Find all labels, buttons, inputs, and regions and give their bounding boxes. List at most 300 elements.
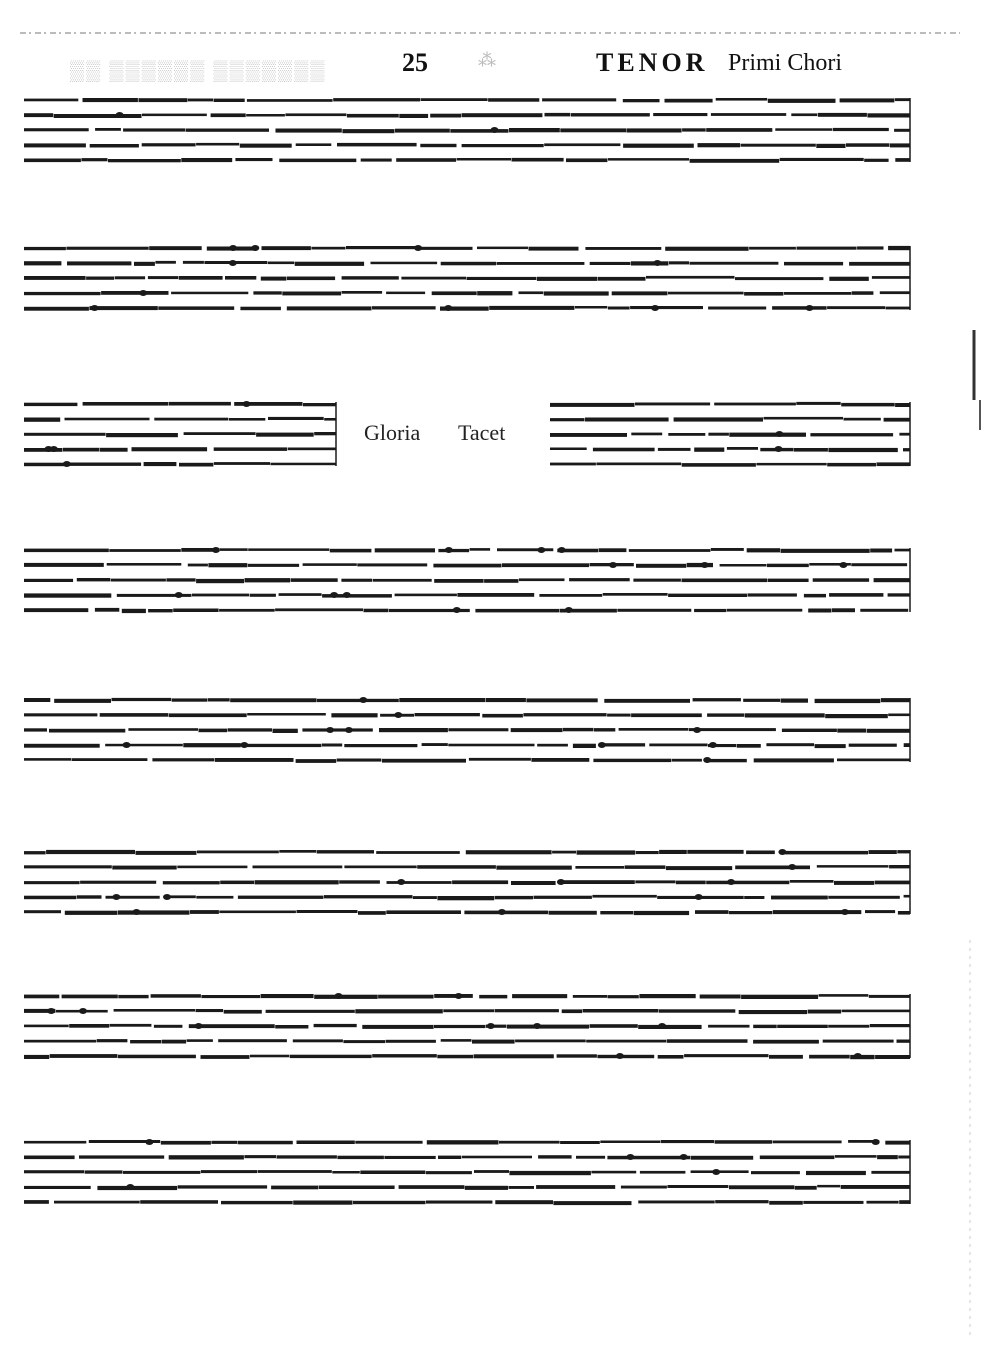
staff-line-segment <box>585 418 669 422</box>
staff-line-segment <box>872 276 910 279</box>
staff-line-segment <box>888 714 910 717</box>
staff-line-segment <box>667 1039 748 1043</box>
staff-line-segment <box>636 564 686 568</box>
staff-line-segment <box>687 850 743 854</box>
staff-line-segment <box>794 448 828 452</box>
staff-line-segment <box>874 578 910 582</box>
staff-line-segment <box>716 98 768 101</box>
staff-line-segment <box>674 417 763 421</box>
staff-line-segment <box>760 1156 835 1160</box>
staff-line-segment <box>880 291 910 294</box>
staff-line-segment <box>711 113 786 116</box>
staff-line-segment <box>136 851 197 855</box>
staff-line-segment <box>148 276 178 279</box>
staff-line-segment <box>215 758 294 762</box>
staff-line-segment <box>727 447 758 450</box>
staff-line-segment <box>457 158 511 161</box>
staff-line-segment <box>149 246 202 250</box>
staff-line-segment <box>67 261 131 265</box>
staff-line-segment <box>621 1186 667 1189</box>
staff-line-segment <box>550 433 627 437</box>
staff-line-segment <box>549 911 597 915</box>
staff-line-segment <box>262 246 311 250</box>
staff-line-segment <box>296 759 337 763</box>
staff-line-segment <box>379 728 448 732</box>
staff-line-segment <box>604 699 690 703</box>
staff-line-segment <box>586 1040 666 1043</box>
staff-line-segment <box>591 1171 636 1174</box>
staff-line-segment <box>693 698 741 701</box>
staff-line-segment <box>560 1141 600 1144</box>
staff-line-segment <box>201 1170 257 1173</box>
staff-line-segment <box>797 247 857 250</box>
staff-line-segment <box>24 1200 49 1204</box>
staff-line-segment <box>539 594 602 597</box>
staff-line-segment <box>867 729 910 733</box>
staff-line-segment <box>823 1040 894 1043</box>
note-mark <box>50 446 58 452</box>
staff-line-segment <box>118 1055 196 1059</box>
staff-line-segment <box>24 292 101 295</box>
note-mark <box>709 742 717 748</box>
staff-line-segment <box>181 158 232 162</box>
staff-line-segment <box>100 448 128 452</box>
staff-line-segment <box>840 98 895 102</box>
note-mark <box>394 712 402 718</box>
choir-label: Primi Chori <box>728 50 843 76</box>
staff-line-segment <box>895 158 910 162</box>
staff-line-segment <box>867 113 910 117</box>
staff-line-segment <box>24 744 100 748</box>
staff-line-segment <box>495 1009 559 1012</box>
staff-line-segment <box>24 159 81 163</box>
staff-line-segment <box>889 865 910 868</box>
staff-line-segment <box>563 728 594 731</box>
staff-line-segment <box>342 129 394 133</box>
staff-line-segment <box>511 881 556 885</box>
staff-line-segment <box>420 144 456 147</box>
staff-line-segment <box>183 743 241 747</box>
staff-line-segment <box>275 608 363 611</box>
staff-line-segment <box>784 292 851 295</box>
note-mark <box>727 879 735 885</box>
staff-line-segment <box>68 463 142 466</box>
staff-line-segment <box>273 729 298 733</box>
staff-line-segment <box>617 609 691 612</box>
staff-line-segment <box>796 402 840 405</box>
staff-line-segment <box>769 1055 803 1059</box>
note-mark <box>839 562 847 568</box>
staff-line-segment <box>437 896 494 900</box>
staff-line-segment <box>829 593 883 597</box>
staff-line-segment <box>881 698 910 702</box>
staff-line-segment <box>24 579 73 582</box>
staff-line-segment <box>499 1141 560 1144</box>
staff-line-segment <box>24 1186 91 1189</box>
staff-line-segment <box>694 448 724 452</box>
staff-line-segment <box>378 995 434 999</box>
staff-line-segment <box>668 292 744 295</box>
gloria-label: Gloria <box>364 420 421 445</box>
staff-line-segment <box>122 609 146 613</box>
staff-line-segment <box>867 1201 899 1204</box>
staff-line-segment <box>633 579 681 582</box>
staff-line-segment <box>214 99 245 102</box>
faint-bleedthrough-header: ▒▒ ▒▒▒▒▒▒ ▒▒▒▒▒▒▒ <box>70 60 327 82</box>
staff-line-segment <box>24 276 86 280</box>
staff-line-segment <box>888 593 910 596</box>
staff-line-segment <box>600 911 633 914</box>
staff-line-segment <box>623 144 694 148</box>
staff-line-segment <box>808 609 831 613</box>
staff-line-segment <box>357 563 427 566</box>
staff-line-segment <box>148 609 173 612</box>
staff-line-segment <box>877 462 911 466</box>
staff-line-segment <box>247 99 333 102</box>
staff-line-segment <box>115 276 145 279</box>
staff-line-segment <box>690 159 780 163</box>
staff-line-segment <box>550 403 635 407</box>
staff-line-segment <box>666 866 732 870</box>
staff-line-segment <box>279 593 322 596</box>
staff-line-segment <box>417 865 496 869</box>
faint-mark: ⁂ <box>478 50 496 70</box>
staff-line-segment <box>837 729 866 733</box>
staff-line-segment <box>426 1201 492 1204</box>
staff-line-segment <box>190 910 219 914</box>
staff-line-segment <box>744 292 783 296</box>
staff-line-segment <box>727 609 802 612</box>
note-mark <box>775 446 783 452</box>
staff-line-segment <box>24 851 46 854</box>
note-mark <box>557 879 565 885</box>
staff-line-segment <box>24 698 50 702</box>
staff-line-segment <box>608 307 630 310</box>
staff-line-segment <box>114 1009 196 1012</box>
staff-line-segment <box>482 714 523 718</box>
staff-line-segment <box>364 609 389 613</box>
staff-line-segment <box>771 896 828 900</box>
staff-line-segment <box>54 114 142 118</box>
staff-line-segment <box>488 98 539 102</box>
staff-line-segment <box>240 144 292 148</box>
staff-line-segment <box>768 579 809 582</box>
staff-line-segment <box>179 276 223 280</box>
staff-line-segment <box>592 895 656 898</box>
staff-line-segment <box>772 306 827 310</box>
staff-line-segment <box>708 1025 749 1028</box>
staff-line-segment <box>462 113 543 117</box>
staff-line-segment <box>450 129 508 133</box>
staff-line-segment <box>764 417 844 420</box>
staff-line-segment <box>245 578 291 582</box>
staff-line-segment <box>118 910 190 914</box>
staff-line-segment <box>557 1054 597 1057</box>
staff-line-segment <box>849 262 910 266</box>
staff-line-segment <box>575 306 607 309</box>
staff-line-segment <box>869 850 897 854</box>
staff-line-segment <box>268 262 295 265</box>
staff-line-segment <box>661 1140 714 1143</box>
staff-line-segment <box>869 995 910 998</box>
staff-line-segment <box>303 403 336 406</box>
staff-line-segment <box>711 548 744 551</box>
staff-line-segment <box>128 728 198 731</box>
staff-line-segment <box>24 247 66 250</box>
staff-line-segment <box>49 729 125 733</box>
staff-line-segment <box>895 98 910 101</box>
staff-line-segment <box>187 1039 213 1042</box>
staff-line-segment <box>519 578 565 581</box>
staff-line-segment <box>346 246 419 249</box>
note-mark <box>133 909 141 915</box>
staff-line-segment <box>434 994 473 998</box>
staff-line-segment <box>668 433 705 436</box>
staff-line-segment <box>311 247 345 250</box>
staff-line-segment <box>653 113 707 116</box>
staff-line-segment <box>477 291 512 295</box>
staff-line-segment <box>253 866 343 869</box>
staff-line-segment <box>817 1185 840 1188</box>
staff-line-segment <box>898 911 910 915</box>
staff-line-segment <box>782 729 837 732</box>
staff-line-segment <box>682 463 756 467</box>
staff-line-segment <box>253 291 281 294</box>
staff-line-segment <box>371 262 438 265</box>
staff-line-segment <box>767 564 809 567</box>
staff-line-segment <box>169 713 247 717</box>
note-mark <box>626 1154 634 1160</box>
staff-line-segment <box>433 564 501 568</box>
staff-line-segment <box>24 113 53 117</box>
note-mark <box>91 305 99 311</box>
staff-line-segment <box>24 1170 84 1173</box>
staff-line-segment <box>293 1201 352 1205</box>
staff-system <box>24 245 910 311</box>
staff-line-segment <box>706 128 772 132</box>
staff-line-segment <box>90 144 139 148</box>
staff-line-segment <box>169 1155 244 1159</box>
staff-line-segment <box>240 307 281 311</box>
staff-line-segment <box>550 448 587 451</box>
staff-line-segment <box>341 579 372 582</box>
staff-line-segment <box>590 262 631 265</box>
staff-line-segment <box>100 713 169 717</box>
note-mark <box>703 757 711 763</box>
staff-line-segment <box>659 1009 735 1012</box>
staff-line-segment <box>314 995 378 999</box>
note-mark <box>116 112 124 118</box>
staff-line-segment <box>355 1009 443 1013</box>
staff-line-segment <box>169 402 231 406</box>
staff-line-segment <box>625 865 666 869</box>
staff-line-segment <box>199 729 228 733</box>
note-mark <box>872 1139 880 1145</box>
staff-line-segment <box>552 851 576 854</box>
staff-line-segment <box>24 1156 75 1160</box>
staff-line-segment <box>293 1039 343 1042</box>
staff-line-segment <box>62 995 118 999</box>
staff-line-segment <box>277 1155 337 1158</box>
note-mark <box>445 547 453 553</box>
staff-line-segment <box>747 548 780 552</box>
staff-line-segment <box>50 1054 118 1058</box>
staff-line-segment <box>155 261 176 264</box>
note-mark <box>598 742 606 748</box>
note-mark <box>229 245 237 251</box>
staff-line-segment <box>347 114 399 118</box>
staff-line-segment <box>511 728 563 732</box>
staff-line-segment <box>496 866 571 870</box>
staff-line-segment <box>684 1054 768 1057</box>
staff-line-segment <box>695 910 729 914</box>
staff-line-segment <box>897 850 910 853</box>
staff-line-segment <box>86 277 114 280</box>
note-mark <box>695 894 703 900</box>
note-mark <box>335 993 343 999</box>
note-mark <box>565 607 573 613</box>
staff-line-segment <box>583 1009 659 1013</box>
staff-line-segment <box>399 114 428 118</box>
staff-line-segment <box>188 99 213 102</box>
staff-line-segment <box>895 403 910 407</box>
staff-line-segment <box>443 1009 494 1012</box>
staff-system <box>24 98 910 163</box>
staff-line-segment <box>24 433 106 436</box>
staff-line-segment <box>386 910 461 914</box>
staff-line-segment <box>201 1055 250 1059</box>
staff-line-segment <box>562 1009 582 1013</box>
staff-line-segment <box>422 743 448 746</box>
staff-line-segment <box>161 1141 211 1145</box>
staff-line-segment <box>472 1040 515 1044</box>
staff-line-segment <box>317 699 399 702</box>
staff-line-segment <box>183 261 204 264</box>
staff-line-segment <box>749 247 796 250</box>
staff-line-segment <box>743 699 780 702</box>
staff-line-segment <box>220 881 254 885</box>
staff-line-segment <box>285 113 346 116</box>
staff-line-segment <box>317 850 374 853</box>
staff-line-segment <box>112 698 172 701</box>
staff-line-segment <box>631 433 662 436</box>
staff-line-segment <box>152 758 214 761</box>
note-mark <box>397 879 405 885</box>
staff-line-segment <box>864 159 888 162</box>
staff-line-segment <box>665 247 748 251</box>
note-mark <box>229 260 237 266</box>
staff-line-segment <box>700 995 741 999</box>
staff-line-segment <box>537 744 568 747</box>
note-mark <box>609 562 617 568</box>
staff-line-segment <box>97 1039 128 1042</box>
staff-line-segment <box>835 1155 877 1158</box>
staff-line-segment <box>24 1141 86 1144</box>
staff-line-segment <box>297 910 358 913</box>
staff-line-segment <box>63 448 100 452</box>
staff-line-segment <box>162 1040 186 1044</box>
note-mark <box>212 547 220 553</box>
staff-line-segment <box>342 276 399 279</box>
staff-line-segment <box>288 448 336 451</box>
staff-line-segment <box>817 865 889 868</box>
staff-line-segment <box>469 758 531 761</box>
staff-line-segment <box>571 113 650 116</box>
staff-line-segment <box>188 564 208 567</box>
staff-line-segment <box>376 851 460 854</box>
staff-line-segment <box>560 128 626 132</box>
note-mark <box>251 245 259 251</box>
staff-line-segment <box>244 1155 276 1158</box>
staff-line-segment <box>465 1186 508 1190</box>
staff-line-segment <box>735 866 810 870</box>
staff-line-segment <box>629 549 711 552</box>
staff-line-segment <box>24 593 111 597</box>
staff-line-segment <box>509 128 560 132</box>
staff-line-segment <box>631 713 702 717</box>
staff-line-segment <box>756 463 826 466</box>
staff-line-segment <box>608 995 639 998</box>
note-mark <box>47 1008 55 1014</box>
note-mark <box>345 727 353 733</box>
staff-line-segment <box>803 1201 863 1204</box>
staff-line-segment <box>139 98 188 102</box>
staff-line-segment <box>904 895 910 898</box>
staff-line-segment <box>118 995 148 998</box>
staff-line-segment <box>302 728 372 731</box>
staff-line-segment <box>842 1010 910 1013</box>
staff-line-segment <box>314 432 336 435</box>
staff-line-segment <box>886 307 910 310</box>
staff-line-segment <box>65 911 118 915</box>
staff-line-segment <box>24 403 77 406</box>
staff-line-segment <box>297 1141 355 1145</box>
staff-line-segment <box>857 246 883 249</box>
staff-line-segment <box>495 896 533 899</box>
staff-line-segment <box>852 291 874 295</box>
staff-line-segment <box>607 1156 690 1160</box>
note-mark <box>414 245 422 251</box>
staff-line-segment <box>813 578 869 582</box>
staff-line-segment <box>851 563 907 566</box>
staff-line-segment <box>626 128 681 132</box>
staff-line-segment <box>599 548 627 552</box>
staff-line-segment <box>708 307 766 310</box>
staff-line-segment <box>295 262 364 266</box>
staff-line-segment <box>464 911 548 915</box>
staff-line-segment <box>235 158 272 161</box>
staff-line-segment <box>279 850 316 853</box>
staff-line-segment <box>171 292 248 295</box>
staff-line-segment <box>566 158 607 162</box>
note-mark <box>841 909 849 915</box>
staff-line-segment <box>537 277 597 281</box>
staff-line-segment <box>77 895 102 898</box>
staff-line-segment <box>24 608 88 612</box>
note-mark <box>359 697 367 703</box>
staff-line-segment <box>658 1055 684 1059</box>
staff-line-segment <box>197 851 279 854</box>
staff-line-segment <box>575 866 624 869</box>
staff-line-segment <box>65 418 150 421</box>
staff-line-segment <box>741 995 818 999</box>
staff-line-segment <box>486 698 526 702</box>
note-mark <box>145 1139 153 1145</box>
staff-line-segment <box>255 880 339 884</box>
staff-line-segment <box>105 744 183 747</box>
staff-line-segment <box>83 98 138 102</box>
staff-line-segment <box>687 563 713 567</box>
